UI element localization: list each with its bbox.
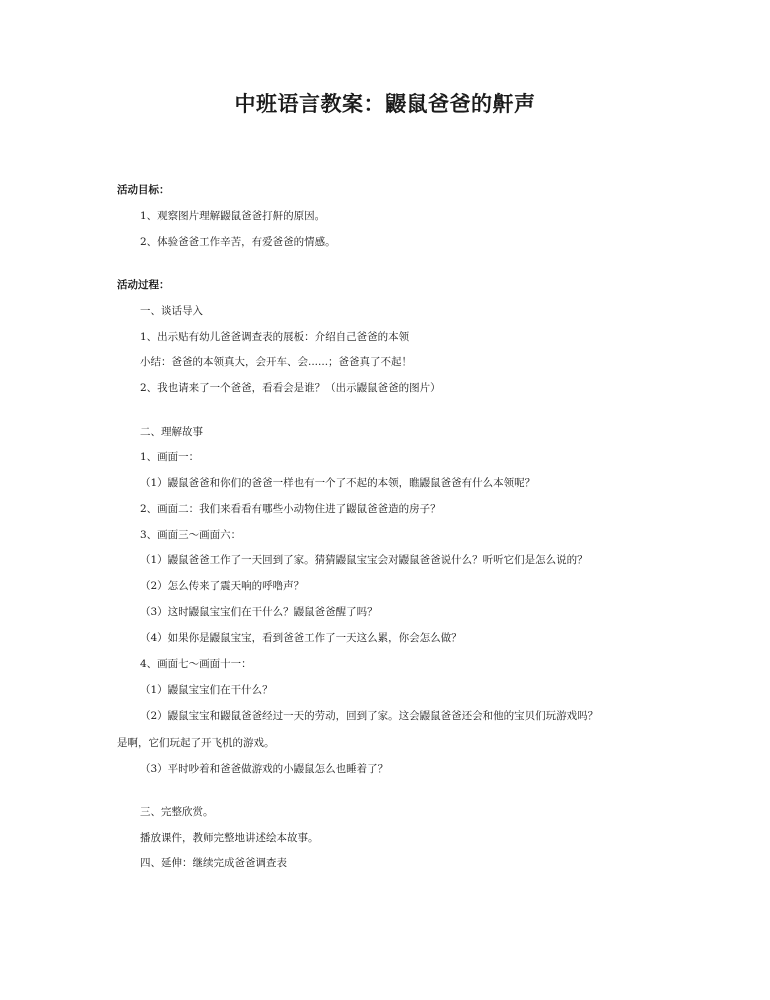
paragraph: 3、画面三～画面六： <box>140 529 242 541</box>
paragraph: （3）平时吵着和爸爸做游戏的小鼹鼠怎么也睡着了？ <box>140 763 389 775</box>
paragraph: （2）鼹鼠宝宝和鼹鼠爸爸经过一天的劳动，回到了家。这会鼹鼠爸爸还会和他的宝贝们玩游戏吗？ <box>140 710 599 722</box>
paragraph: 2、我也请来了一个爸爸，看看会是谁？（出示鼹鼠爸爸的图片） <box>140 382 441 394</box>
section-heading: 三、完整欣赏。 <box>140 806 214 818</box>
paragraph: 1、画面一： <box>140 451 200 463</box>
paragraph: 是啊，它们玩起了开飞机的游戏。 <box>117 737 275 749</box>
section-heading: 二、理解故事 <box>140 426 203 438</box>
section-heading: 一、谈话导入 <box>140 305 203 317</box>
paragraph: （1）鼹鼠宝宝们在干什么？ <box>140 684 273 696</box>
goals-heading: 活动目标： <box>117 184 170 196</box>
paragraph: 1、出示贴有幼儿爸爸调查表的展板：介绍自己爸爸的本领 <box>140 331 410 343</box>
paragraph: 4、画面七～画面十一： <box>140 658 252 670</box>
paragraph: （2）怎么传来了震天响的呼噜声？ <box>140 580 305 592</box>
process-heading: 活动过程： <box>117 279 170 291</box>
section-heading: 四、延伸：继续完成爸爸调查表 <box>140 857 287 869</box>
paragraph: （1）鼹鼠爸爸工作了一天回到了家。猜猜鼹鼠宝宝会对鼹鼠爸爸说什么？听听它们是怎么说的？ <box>140 554 588 566</box>
goal-item: 2、体验爸爸工作辛苦，有爱爸爸的情感。 <box>140 236 336 248</box>
paragraph: （1）鼹鼠爸爸和你们的爸爸一样也有一个了不起的本领，瞧鼹鼠爸爸有什么本领呢？ <box>140 477 536 489</box>
goal-item: 1、观察图片理解鼹鼠爸爸打鼾的原因。 <box>140 210 326 222</box>
paragraph: 2、画面二：我们来看看有哪些小动物住进了鼹鼠爸爸造的房子？ <box>140 503 441 515</box>
paragraph: （3）这时鼹鼠宝宝们在干什么？鼹鼠爸爸醒了吗？ <box>140 606 378 618</box>
paragraph: 小结：爸爸的本领真大，会开车、会......；爸爸真了不起！ <box>140 356 413 368</box>
document-title: 中班语言教案：鼹鼠爸爸的鼾声 <box>234 91 536 116</box>
paragraph: （4）如果你是鼹鼠宝宝，看到爸爸工作了一天这么累，你会怎么做？ <box>140 632 462 644</box>
paragraph: 播放课件，教师完整地讲述绘本故事。 <box>140 832 319 844</box>
